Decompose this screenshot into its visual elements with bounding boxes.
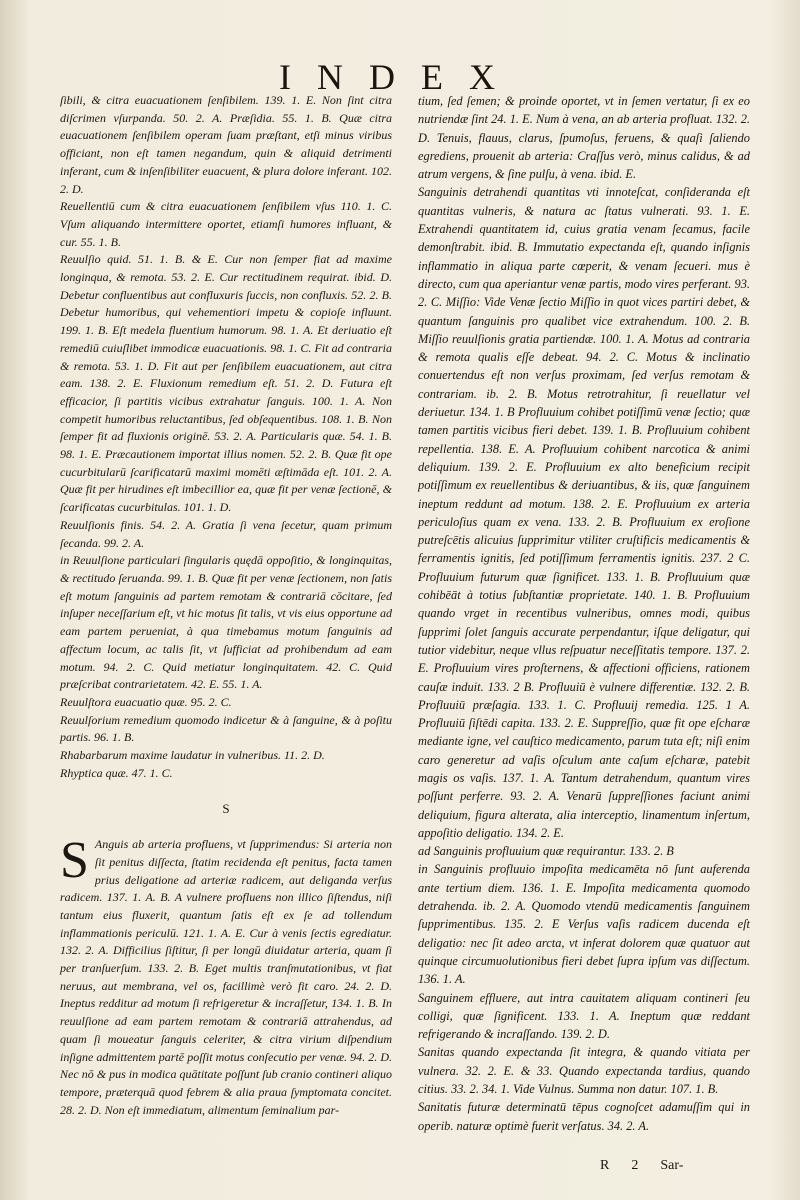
signature-mark: R bbox=[600, 1158, 610, 1173]
page-header: INDEX bbox=[279, 57, 521, 97]
left-column bbox=[60, 92, 392, 1119]
index-entry: in Reuulſione particulari ſingularis quędā oppoſitio, & longinquitas, & rectitudo ſeruanda. 99. 1. B. Quæ fit per venæ ſectionem, non ſatis eſt motum ſanguinis ad partem remotam & contrariā cōcitare, ſed inſuper neceſſarium eſt, vt hic motus ſit talis, vt vis eius opportune ad eam partem perueniat, à qua timebamus motum ſanguinis ad affectum locum, ac talis ſit, vt ſufficiat ad prohibendum ad eam motum. 94. 2. C. Quid metiatur longinquitatem. 42. C. Quid præſcribat contrarietatem. 42. E. 55. 1. A. bbox=[60, 553, 392, 692]
index-entry: Sanguinis detrahendi quantitas vti innoteſcat, conſideranda eſt quantitas vulneris, & natura ac ſtatus vulnerati. 93. 1. E. Extrahendi quantitatem id, cuius gratia venam ſecamus, facile demonſtrabit. ibid. B. Immutatio expectanda eſt, quando inſignis inflammatio in aliqua parte cœperit, & venam ſecueri. mus è directo, cum qua aperiantur venæ partis, modo vires perferant. 93. 2. C. Miſſio: Vide Venæ ſectio Miſſio in quot vices partiri debet, & quantum ſanguinis pro qualibet vice extrahendum. 100. 2. B. Miſſio reuulſionis gratia partiendæ. 100. 1. A. Motus ad contraria & remota qualis eſſe debeat. 94. 2. C. Motus & inclinatio conuertendus eſt non verſus proximam, ſed verſus remotam & contrariam. ib. 2. B. Motus retrotrahitur, ſi reuellatur vel deriuetur. 134. 1. B Profluuium cohibet potiſſimū venæ ſectio; quæ tamen partitis vicibus fieri debet. 139. 1. B. Profluuium cohibent repellentia. 138. E. A. Profluuium cohibent narcotica & animi deliquium. 139. 2. E. Profluuium ex alto beneficium recipit potiſſimum ex reuellentibus & deriuantibus, & iis, quæ ſanguinem ineptum reddunt ad motum. 138. 2. E. Profluuium ex arteria periculoſius quam ex vena. 133. 2. B. Profluuium ex eroſione putreſcētis alicuius ſupprimitur vtiliter cruſtificis medicamentis & ferramentis ignitis, ſed potiſſimum ferramentis ignitis. 237. 2 C. Profluuium futurum quæ ſignificet. 133. 1. B. Profluuium quæ cohibēāt à totius ſubſtantiæ proprietate. 140. 1. B. Profluuium quando vrget in recentibus vulneribus, omnes modi, quibus ſupprimi ſolet ſanguis accurate perpendantur, iſque deligatur, qui tutior videbitur, neque vllus reſpuatur neceſſitatis tempore. 137. 2. E. Profluuium vires proſternens, & affectioni officiens, rationem cauſæ induit. 133. 2 B. Profluuiū è vulnere differentiæ. 132. 2. B. Profluuiū præſagia. 133. 1. C. Profluuij remedia. 125. 1 A. Profluuiū ſiſtēdi capita. 133. 2. E. Suppreſſio, quæ fit ope eſcharæ mediante igne, vel cauſtico medicamento, parum tuta eſt; niſi enim caro generetur ad vaſis oſculum ante caſum eſcharæ, patebit magis os vaſis. 137. 1. A. Tantum detrahendum, quantum vires poſſunt perferre. 93. 2. A. Venarū ſuppreſſiones faciunt animi deliquium, figura alterata, alia interceptio, linamentum inſertum, appoſitio deligatio. 134. 2. E. bbox=[418, 185, 750, 840]
index-entry: Reuulſtora euacuatio quæ. 95. 2. C. bbox=[60, 694, 232, 709]
index-entry: Rhyptica quæ. 47. 1. C. bbox=[60, 765, 173, 780]
index-entry: ad Sanguinis profluuium quæ requirantur. 133. 2. B bbox=[418, 844, 674, 859]
section-letter: S bbox=[222, 801, 230, 817]
index-entry-s bbox=[60, 832, 392, 1119]
index-entry: Reuulſionis finis. 54. 2. A. Gratia ſi vena ſecetur, quam primum ſecanda. 99. 2. A. bbox=[60, 517, 392, 550]
right-column bbox=[418, 92, 750, 1135]
catchword: Sar- bbox=[660, 1158, 684, 1173]
index-entry: Sanitas quando expectanda ſit integra, & quando vitiata per vulnera. 32. 2. E. & 33. Quando expectanda tardius, quando citius. 33. 2. 34. 1. Vide Vulnus. Summa non datur. 107. 1. B. bbox=[418, 1045, 750, 1097]
index-entry: Reuulſorium remedium quomodo indicetur & à ſanguine, & à poſitu partis. 96. 1. B. bbox=[60, 712, 392, 745]
index-entry: in Sanguinis profluuio impoſita medicamēta nō ſunt auferenda ante tertium diem. 136. 1. E. Impoſita medicamenta quomodo detrahenda. ib. 2. A. Quomodo vtendū medicamentis ſanguinem ſupprimentibus. 135. 2. E Verſus vaſis radicem ducenda eſt deligatio: nec ſit adeo arcta, vt inferat dolorem quæ quatuor aut quinque circumuolutionibus fieri debet ſupra ipſum vas diſſectum. 136. 1. A. bbox=[418, 862, 750, 987]
index-entry: Reuellentiū cum & citra euacuationem ſenſibilem vſus 110. 1. C. Vſum aliquando intermittere oportet, etiamſi humores influant, & cur. 55. 1. B. bbox=[60, 199, 392, 249]
drop-cap: S bbox=[60, 832, 89, 890]
index-entry: Rhabarbarum maxime laudatur in vulneribus. 11. 2. D. bbox=[60, 748, 325, 763]
signature-number: 2 bbox=[631, 1158, 639, 1173]
index-entry: ſibili, & citra euacuationem ſenſibilem. 139. 1. E. Non ſint citra diſcrimen vſurpanda. 50. 2. A. Præſidia. 55. 1. B. Quæ citra euacuationem ſenſibilem operam ſuam præſtant, etſi minus viribus officiant, non eſt tamen negandum, quin & aliquid detrimenti inferant, cum & inſenſibiliter euacuent, & plura dolore inferant. 102. 2. D. bbox=[60, 93, 392, 196]
index-entry: Reuulſio quid. 51. 1. B. & E. Cur non ſemper fiat ad maxime longinqua, & remota. 53. 2. E. Cur rectitudinem requirat. ibid. D. Debetur confluentibus aut confluxuris ſuccis, non confluxis. 52. 2. B. Debetur humoribus, qui vehementiori impetu & copioſe influunt. 199. 1. B. Eſt medela fluentium humorum. 98. 1. A. Et deriuatio eſt remediū cuiuſlibet immodicæ euacuationis. 98. 1. C. Fit ad contraria & remota. 53. 1. D. Fit aut per ſenſibilem euacuationem, aut citra eam. 138. 2. E. Fluxionum remedium eſt. 51. 2. D. Futura eſt efficacior, ſi partitis vicibus extrahatur ſanguis. 100. 1. A. Non competit humoribus reluctantibus, ſed obſequentibus. 108. 1. B. Non ſemper fit ad fluxionis originē. 53. 2. A. Particularis quæ. 54. 1. B. 98. 1. E. Præcautionem importat illius nomen. 52. 2. B. Quæ fit ope cucurbitularū ſcarificatarū maximi momēti æſtimāda eſt. 101. 2. A. Quæ fit per hirudines eſt imbecillior ea, quæ fit per venæ ſectionē, & ſcarificatas cucurbitulas. 101. 1. D. bbox=[60, 252, 392, 515]
page-footer bbox=[600, 1158, 740, 1174]
index-entry: tium, ſed ſemen; & proinde oportet, vt in ſemen vertatur, ſi ex eo nutriendæ ſint 24. 1. E. Num à vena, an ab arteria profluat. 132. 2. D. Tenuis, flauus, clarus, ſpumoſus, feruens, & quaſi ſaliendo egrediens, prouenit ab arteria: Craſſus verò, minus calidus, & ad atrum vergens, & ſine pulſu, à vena. ibid. E. bbox=[418, 94, 750, 182]
index-entry: Sanguinem effluere, aut intra cauitatem aliquam contineri ſeu colligi, quæ ſignificent. 133. 1. A. Ineptum quæ reddant refrigerando & incraſſando. 139. 2. D. bbox=[418, 990, 750, 1042]
index-entry-text: Anguis ab arteria profluens, vt ſupprimendus: Si arteria non ſit penitus diſſecta, ſtatim recidenda eſt penitus, facta tamen prius deligatione ad arteriæ radicem, aut deliganda verſus radicem. 137. 1. A. B. A vulnere profluens non illico ſiſtendus, niſi tantum eius fluxerit, quantum ſatis eſt ex ſe ad tollendum inflammationis periculū. 121. 1. A. E. Cur à venis ſectis egrediatur. 132. 2. A. Difficilius ſiſtitur, ſi per longū diuidatur arteria, quam ſi per tranſuerſum. 133. 2. B. Eget multis tranſmutationibus, vt fiat neruus, aut membrana, vel os, facillimè verò fit caro. 24. 2. D. Ineptus redditur ad motum ſi refrigeretur & incraſſetur, 134. 1. B. In reuulſione ad eam partem remotam & contrariā attrahendus, ad quam ſi moueatur ſanguis celeriter, & citra virium diſpendium inſigne admittentem partē poſſit motus conſecutio per venæ. 94. 2. D. Nec nō & pus in modica quātitate poſſunt ſub cranio contineri aliquo tempore, præterquā quod febrem & alia praua ſymptomata concitet. 28. 2. D. Non eſt immediatum, alimentum ſeminalium par- bbox=[60, 837, 392, 1117]
index-entry: Sanitatis futuræ determinatū tēpus cognoſcet adamuſſim qui in operib. naturæ optimè fuerit verſatus. 34. 2. A. bbox=[418, 1100, 750, 1133]
